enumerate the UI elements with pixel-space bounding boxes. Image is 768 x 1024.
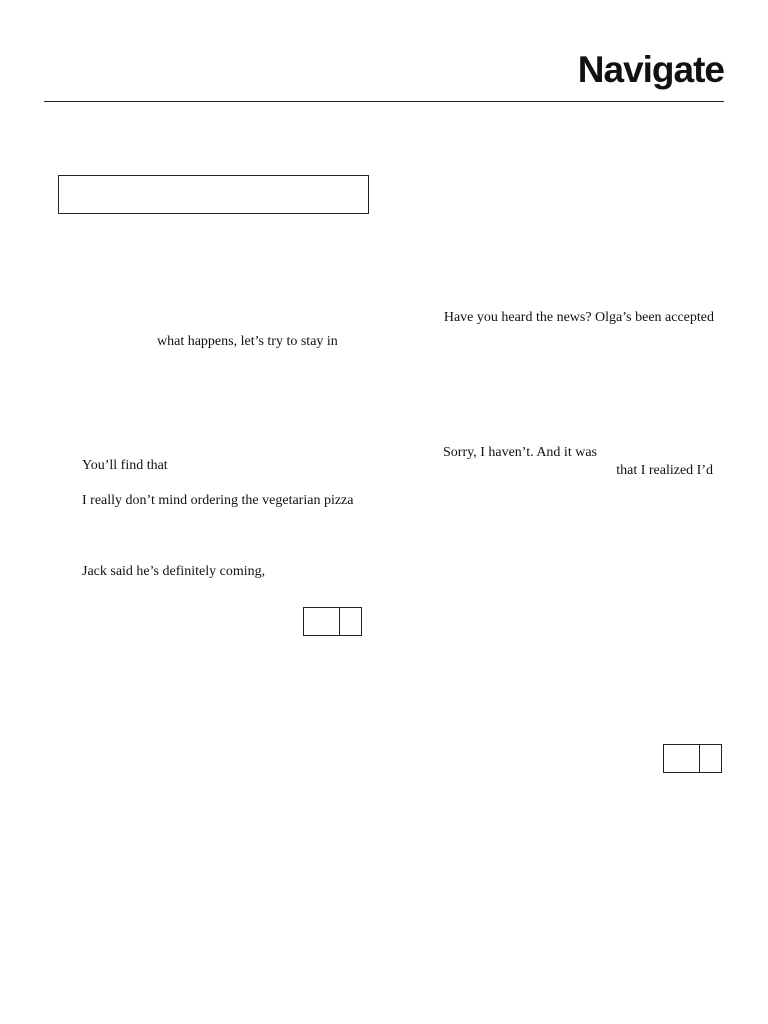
right-text-line-1: Have you heard the news? Olga’s been accepted	[443, 310, 714, 325]
answer-box[interactable]	[58, 175, 369, 214]
score-cell[interactable]	[664, 745, 700, 772]
header-divider	[44, 101, 724, 102]
right-text-line-2: Sorry, I haven’t. And it was	[443, 445, 597, 460]
score-box-right[interactable]	[663, 744, 722, 773]
page-title: Navigate	[577, 49, 724, 90]
left-text-line-3: I really don’t mind ordering the vegetarian pizza	[82, 493, 354, 508]
score-cell-total	[700, 745, 721, 772]
left-text-line-2: You’ll find that	[82, 458, 168, 473]
left-text-line-1: what happens, let’s try to stay in	[157, 334, 338, 349]
left-text-line-4: Jack said he’s definitely coming,	[82, 564, 266, 579]
score-box-left[interactable]	[303, 607, 362, 636]
score-cell[interactable]	[304, 608, 340, 635]
score-cell-total	[340, 608, 361, 635]
right-text-line-3: that I realized I’d	[616, 463, 713, 478]
